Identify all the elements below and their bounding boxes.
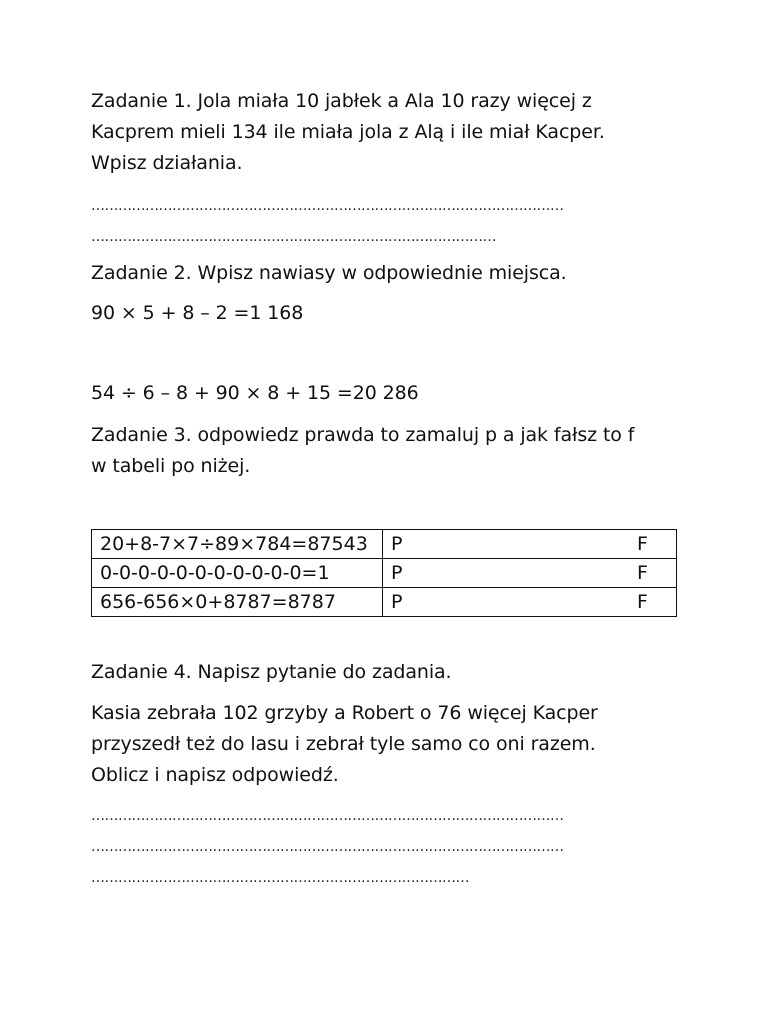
- true-false-cell: [383, 559, 677, 588]
- option-f[interactable]: F: [637, 562, 648, 584]
- task4-line-3: Oblicz i napisz odpowiedź.: [91, 764, 339, 786]
- task4-answer-line-3: …………………………………………………………………………: [91, 870, 469, 886]
- table-row: [92, 530, 677, 559]
- table-expression: 0-0-0-0-0-0-0-0-0-0-0=1: [92, 559, 383, 588]
- option-f[interactable]: F: [637, 591, 648, 613]
- true-false-table: [91, 529, 677, 617]
- task3-line-1: Zadanie 3. odpowiedz prawda to zamaluj p a jak fałsz to f: [91, 424, 635, 446]
- option-p[interactable]: P: [391, 591, 403, 613]
- table-expression: 20+8-7×7÷89×784=87543: [92, 530, 383, 559]
- task1-line-3: Wpisz działania.: [91, 152, 243, 174]
- task2-title: Zadanie 2. Wpisz nawiasy w odpowiednie miejsca.: [91, 262, 567, 284]
- task4-line-1: Kasia zebrała 102 grzyby a Robert o 76 więcej Kacper: [91, 702, 598, 724]
- task4-answer-line-1: ……………………………………………………………………………………………: [91, 808, 564, 824]
- task1-line-2: Kacprem mieli 134 ile miała jola z Alą i ile miał Kacper.: [91, 121, 605, 143]
- task3-line-2: w tabeli po niżej.: [91, 455, 251, 477]
- true-false-cell: [383, 530, 677, 559]
- task2-expression-2: 54 ÷ 6 – 8 + 90 × 8 + 15 =20 286: [91, 382, 419, 404]
- option-p[interactable]: P: [391, 562, 403, 584]
- option-p[interactable]: P: [391, 533, 403, 555]
- task2-expression-1: 90 × 5 + 8 – 2 =1 168: [91, 302, 304, 324]
- task1-answer-line-1: ……………………………………………………………………………………………: [91, 198, 564, 214]
- true-false-cell: [383, 588, 677, 617]
- table-row: [92, 559, 677, 588]
- task4-line-2: przyszedł też do lasu i zebrał tyle samo co oni razem.: [91, 733, 596, 755]
- table-expression: 656-656×0+8787=8787: [92, 588, 383, 617]
- task4-title: Zadanie 4. Napisz pytanie do zadania.: [91, 661, 452, 683]
- option-f[interactable]: F: [637, 533, 648, 555]
- table-row: [92, 588, 677, 617]
- task4-answer-line-2: ……………………………………………………………………………………………: [91, 839, 564, 855]
- task1-answer-line-2: ………………………………………………………………………………: [91, 229, 496, 245]
- task1-line-1: Zadanie 1. Jola miała 10 jabłek a Ala 10 razy więcej z: [91, 90, 592, 112]
